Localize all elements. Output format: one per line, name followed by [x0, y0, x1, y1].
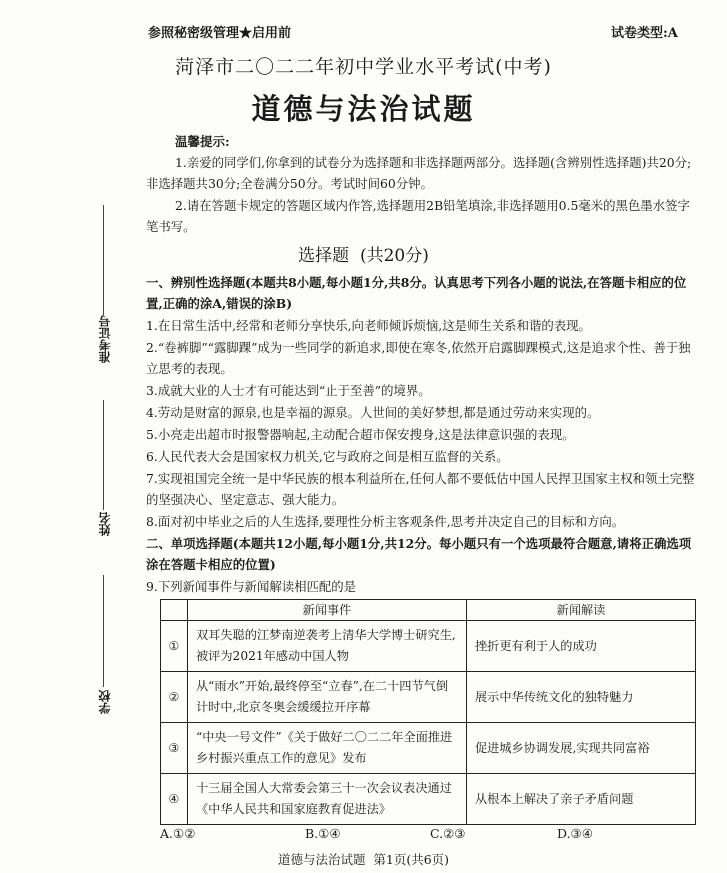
- notice-item-1: 1.亲爱的同学们,你拿到的试卷分为选择题和非选择题两部分。选择题(含辨别性选择题)共20分;非选择题共30分;全卷满分50分。考试时间60分钟。: [146, 155, 692, 191]
- news-table: [160, 599, 696, 825]
- question-8: 8.面对初中毕业之后的人生选择,要理性分析主客观条件,思考并决定自己的目标和方向。: [146, 514, 625, 529]
- part1-heading: 一、辨别性选择题(本题共8小题,每小题1分,共8分。认真思考下列各小题的说法,在答题卡相应的位置,正确的涂A,错误的涂B): [146, 275, 687, 311]
- notice-item-2: 2.请在答题卡规定的答题区域内作答,选择题用2B铅笔填涂,非选择题用0.5毫米的黑色墨水签字笔书写。: [146, 198, 690, 234]
- table-row: [161, 672, 696, 723]
- exam-id-label: 准考证号: [98, 315, 112, 363]
- news-reading: 促进城乡协调发展,实现共同富裕: [467, 723, 696, 774]
- option-a: A.①②: [160, 826, 196, 841]
- exam-subtitle: 菏泽市二〇二二年初中学业水平考试(中考): [175, 56, 552, 78]
- exam-id-line: [103, 205, 104, 315]
- news-event: “中央一号文件”《关于做好二〇二二年全面推进乡村振兴重点工作的意见》发布: [188, 723, 467, 774]
- question-6: 6.人民代表大会是国家权力机关,它与政府之间是相互监督的关系。: [146, 449, 509, 464]
- table-header-reading: 新闻解读: [467, 600, 696, 621]
- school-line: [103, 575, 104, 687]
- paper-type-label: 试卷类型:A: [611, 26, 678, 41]
- name-line: [103, 400, 104, 510]
- question-4: 4.劳动是财富的源泉,也是幸福的源泉。人世间的美好梦想,都是通过劳动来实现的。: [146, 405, 600, 420]
- row-number: ①: [161, 621, 188, 672]
- row-number: ②: [161, 672, 188, 723]
- page-title: 道德与法治试题: [251, 92, 476, 126]
- table-row: [161, 774, 696, 825]
- part2-heading: 二、单项选择题(本题共12小题,每小题1分,共12分。每小题只有一个选项最符合题意,请将正确选项涂在答题卡相应的位置): [146, 536, 692, 572]
- news-event: 从“雨水”开始,最终停至“立春”,在二十四节气倒计时中,北京冬奥会缓缓拉开序幕: [188, 672, 467, 723]
- name-label: 姓名: [98, 512, 112, 536]
- news-reading: 挫折更有利于人的成功: [467, 621, 696, 672]
- option-b: B.①④: [305, 826, 341, 841]
- section-title: 选择题 (共20分): [298, 246, 429, 266]
- news-reading: 从根本上解决了亲子矛盾问题: [467, 774, 696, 825]
- option-c: C.②③: [430, 826, 466, 841]
- news-event: 十三届全国人大常委会第三十一次会议表决通过《中华人民共和国家庭教育促进法》: [188, 774, 467, 825]
- page-footer: 道德与法治试题 第1页(共6页): [277, 852, 450, 867]
- question-5: 5.小亮走出超市时报警器响起,主动配合超市保安搜身,这是法律意识强的表现。: [146, 427, 575, 442]
- question-7: 7.实现祖国完全统一是中华民族的根本利益所在,任何人都不要低估中国人民捍卫国家主权和领土完整的坚强决心、坚定意志、强大能力。: [146, 471, 695, 507]
- question-3: 3.成就大业的人士才有可能达到“止于至善”的境界。: [146, 383, 431, 398]
- table-header-row: [161, 600, 696, 621]
- news-event: 双耳失聪的江梦南逆袭考上清华大学博士研究生,被评为2021年感动中国人物: [188, 621, 467, 672]
- table-header-event: 新闻事件: [188, 600, 467, 621]
- question-2: 2.“卷裤脚”“露脚踝”成为一些同学的新追求,即使在寒冬,依然开启露脚踝模式,这是追求个性、善于独立思考的表现。: [146, 340, 691, 376]
- option-d: D.③④: [557, 826, 593, 841]
- school-label: 学校: [98, 690, 112, 714]
- confidentiality-label: 参照秘密级管理★启用前: [148, 26, 292, 41]
- row-number: ③: [161, 723, 188, 774]
- table-header-num: [161, 600, 188, 621]
- table-row: [161, 723, 696, 774]
- notice-heading: 温馨提示:: [175, 134, 230, 149]
- row-number: ④: [161, 774, 188, 825]
- question-9: 9.下列新闻事件与新闻解读相匹配的是: [146, 579, 357, 594]
- table-row: [161, 621, 696, 672]
- question-1: 1.在日常生活中,经常和老师分享快乐,向老师倾诉烦恼,这是师生关系和谐的表现。: [146, 318, 591, 333]
- news-reading: 展示中华传统文化的独特魅力: [467, 672, 696, 723]
